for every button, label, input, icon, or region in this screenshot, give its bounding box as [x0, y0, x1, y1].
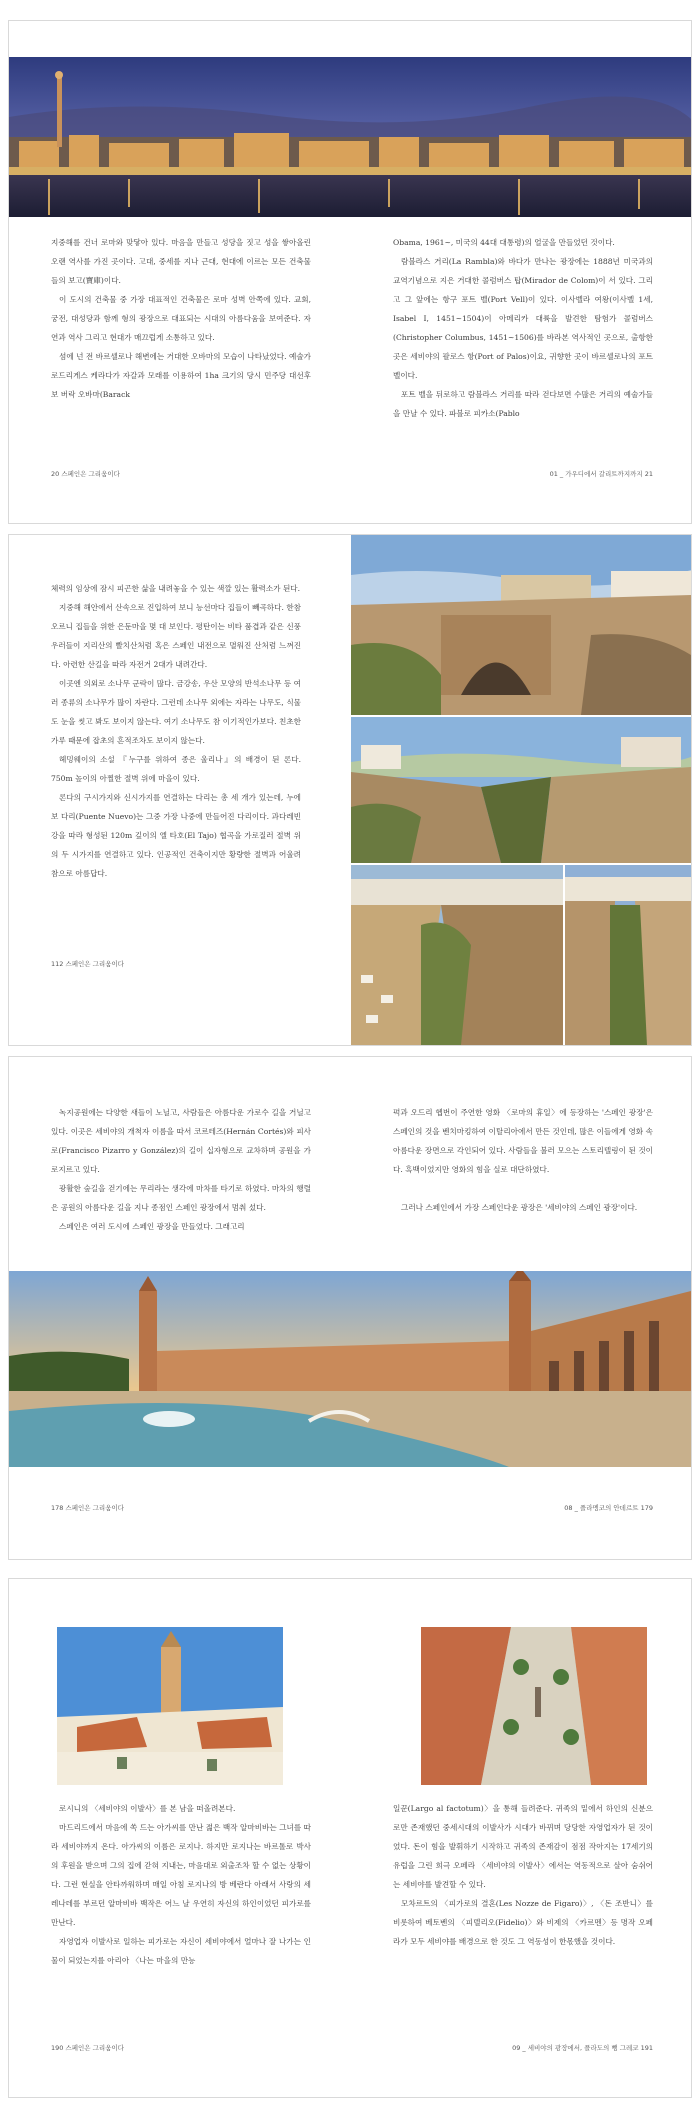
paragraph: 체력의 임상에 잠시 피곤한 삶을 내려놓을 수 있는 색깔 있는 활력소가 된다. [51, 584, 301, 593]
paragraph: 람블라스 거리(La Rambla)와 바다가 만나는 광장에는 1888년 미국과의 교역기념으로 지은 거대한 콜럼버스 탑(Mirador de Colom)이 서 있다. 그리고 그 앞에는 항구 포트 벨(Port Vell)이 있다. 이사벨라 여왕(이사벨 1세, Isabel I, 1451~1504)이 아메리카 대륙을 발견한 탐험가 콜럼버스(Christopher Columbus, 1451~1506)를 바라본 역사적인 곳으로, 출항한 곳은 세비야의 팔로스 항(Port of Palos)이요, 귀향한 곳이 바르셀로나의 포트 벨이다. [393, 257, 653, 380]
right-page-text [393, 233, 653, 423]
paragraph: 포트 벨을 뒤로하고 람블라스 거리를 따라 걷다보면 수많은 거리의 예술가들을 만날 수 있다. 파블로 피카소(Pablo [393, 390, 653, 418]
ronda-cliff-photo-1 [351, 865, 563, 1045]
book-spread-4 [8, 1578, 692, 2098]
seville-square-aerial-photo [421, 1627, 647, 1785]
left-page-text [51, 1799, 311, 1970]
paragraph: 지중해를 건너 로마와 맞닿아 있다. 마음을 만들고 성당을 짓고 성을 쌓아올린 오랜 역사를 가진 곳이다. 고대, 중세를 지나 근대, 현대에 이르는 모든 건축물들의 보고(寶庫)이다. [51, 238, 311, 285]
folio-left: 20 스페인은 그리움이다 [51, 470, 120, 478]
ronda-bridge-photo [351, 535, 691, 715]
plaza-de-espana-photo [9, 1271, 691, 1467]
barcelona-harbor-photo [9, 57, 691, 217]
book-spread-2 [8, 534, 692, 1046]
paragraph: 이곳엔 의외로 소나무 군락이 많다. 금강송, 우산 모양의 반석소나무 등 여러 종류의 소나무가 많이 자란다. 그런데 소나무 외에는 자라는 나무도, 식물도 눈을 씻고 봐도 보이지 않는다. 여기 소나무도 참 이기적인가보다. 친초한 가루 때문에 잡초의 흔적조차도 보이지 않는다. [51, 679, 301, 745]
folio-right: 09 _ 세비야의 광장에서, 플라도의 뺑 그레코 191 [512, 2044, 653, 2052]
left-page-text [51, 233, 311, 404]
folio-right: 08 _ 플라멩코의 안데르트 179 [564, 1504, 653, 1512]
paragraph: 지중해 해안에서 산속으로 진입하여 보니 능선마다 집들이 빼곡하다. 한참 오르니 집들을 위한 은둔마을 몇 대 보인다. 평탄이는 비타 품겹과 같은 신풍우러들이 지리산의 빨치산처럼 혹은 스페인 내전으로 멸워진 산처럼 느껴진다. 아련한 산길을 따라 자전거 2대가 내려간다. [51, 603, 301, 669]
paragraph: 론다의 구시가지와 신시가지를 연결하는 다리는 총 세 개가 있는데, 누에보 다리(Puente Nuevo)는 그중 가장 나중에 만들어진 다리이다. 과다레빈 강을 따라 형성된 120m 깊이의 엘 타호(El Tajo) 협곡을 가로질러 절벽 위의 두 시가지를 연결하고 있다. 인공적인 건축이지만 황량한 절벽과 어울려 참으로 아름답다. [51, 793, 301, 878]
paragraph: 헤밍웨이의 소설 『누구를 위하여 종은 울리나』의 배경이 된 론다. 750m 높이의 아찔한 절벽 위에 마을이 있다. [51, 755, 301, 783]
paragraph: Obama, 1961~, 미국의 44대 대통령)의 얼굴을 만들었던 것이다. [393, 238, 615, 247]
book-spread-1 [8, 20, 692, 524]
paragraph: 로시니의 〈세비야의 이발사〉를 본 남을 떠올려본다. [59, 1804, 236, 1813]
ronda-cliff-photo-2 [565, 865, 691, 1045]
right-page-text [393, 1103, 653, 1217]
paragraph: 모차르트의 〈피가로의 결혼(Les Nozze de Figaro)〉, 〈돈 조반니〉를 비롯하여 베토벤의 〈피델리오(Fidelio)〉와 비제의 〈카르멘〉등 명작 오페라가 모두 세비야를 배경으로 한 것도 그 역동성이 한몫했을 것이다. [393, 1899, 653, 1946]
seville-giralda-photo [57, 1627, 283, 1785]
paragraph: 그러나 스페인에서 가장 스페인다운 광장은 '세비야의 스페인 광장'이다. [401, 1203, 638, 1212]
right-page-text [393, 1799, 653, 1951]
ronda-gorge-photo [351, 717, 691, 863]
paragraph: 일꾼(Largo al factotum)〉을 통해 들려준다. 귀족의 밑에서 하인의 신분으로만 존재했던 중세시대의 이발사가 시대가 바뀌며 당당한 자영업자가 된 것이었다. 돈이 힘을 발휘하기 시작하고 귀족의 존재감이 점점 작아지는 17세기의 유럽을 그린 희극 오페라 〈세비야의 이발사〉에서는 역동적으로 살아 숨쉬어는 세비야를 발견할 수 있다. [393, 1804, 653, 1889]
left-page-text [51, 1103, 311, 1236]
paragraph: 스페인은 여러 도시에 스페인 광장을 만들었다. 그래고리 [59, 1222, 245, 1231]
page-text [51, 579, 301, 883]
paragraph: 자영업자 이발사로 일하는 피가로는 자신이 세비야에서 얼마나 잘 나가는 인물이 되었는지를 아리아 〈나는 마을의 만능 [51, 1937, 311, 1965]
paragraph: 광활한 숲길을 걷기에는 무리라는 생각에 마차를 타기로 하였다. 마차의 행렬은 공원의 아름다운 길을 지나 종점인 스페인 광장에서 멈춰 섰다. [51, 1184, 311, 1212]
folio-left: 190 스페인은 그리움이다 [51, 2044, 125, 2052]
paragraph: 마드리드에서 마음에 쏙 드는 아가씨를 만난 젊은 백작 알마비바는 그녀를 따라 세비야까지 온다. 아가씨의 이름은 로지나. 하지만 로지나는 바르톨로 박사의 후원을 받으며 그의 집에 갇혀 지내는, 마음대로 외출조차 할 수 없는 상황이다. 그런 현실을 안타까워하며 매일 아침 로지나의 방 베란다 아래서 사랑의 세레나데를 부르던 알마비바 백작은 어느 날 우연히 자신의 하인이었던 피가로를 만난다. [51, 1823, 311, 1927]
folio-left: 178 스페인은 그리움이다 [51, 1504, 125, 1512]
paragraph: 퍽과 오드리 헵번이 주연한 영화 〈로마의 휴일〉에 등장하는 '스페인 광장'은 스페인의 것을 벤치마킹하여 이탈리아에서 만든 것인데, 많은 이들에게 영화 속 아름다운 장면으로 각인되어 있다. 사람들을 불러 모으는 스토리텔링이 된 것이다. 흑백이었지만 영화의 힘을 실로 대단하였다. [393, 1108, 653, 1174]
folio-right: 01 _ 가우디에서 갈리트까지까지 21 [549, 470, 653, 478]
paragraph: 이 도시의 건축물 중 가장 대표적인 건축물은 로마 성벽 안쪽에 있다. 교회, 궁전, 대성당과 함께 형의 광장으로 대표되는 시대의 아름다움을 보여준다. 자연과 역사 그리고 현대가 매끄럽게 소통하고 있다. [51, 295, 311, 342]
paragraph: 녹지공원에는 다양한 새들이 노닐고, 사람들은 아름다운 가로수 길을 거닐고 있다. 이곳은 세비야의 개척자 이름을 따서 코르테즈(Hernán Cortés)와 피사로(Francisco Pizarro y González)의 길이 십자형으로 교차하며 공원을 가로지르고 있다. [51, 1108, 311, 1174]
paragraph: 섬에 넌 전 바르셀로나 해변에는 거대한 오바마의 모습이 나타났었다. 예술가 로드리게스 케라다가 자갈과 모래를 이용하여 1ha 크기의 당시 민주당 대선후보 버락 오바마(Barack [51, 352, 311, 399]
folio-left: 112 스페인은 그리움이다 [51, 960, 125, 968]
book-spread-3 [8, 1056, 692, 1560]
